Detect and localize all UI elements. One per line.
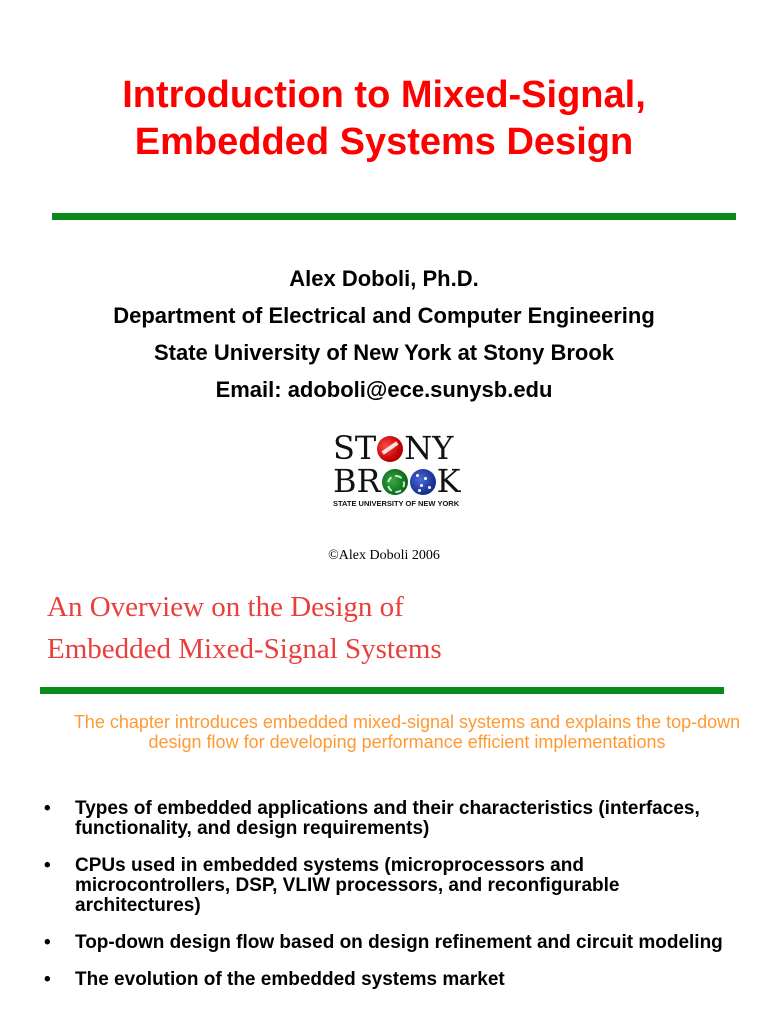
slide2-title [47,586,442,670]
stony-brook-blue-o-icon [410,469,436,495]
author-name: Alex Doboli, Ph.D. [289,266,479,291]
logo-line-brook [333,462,473,500]
stony-brook-green-o-icon [382,469,408,495]
logo-text-st: ST [333,429,377,467]
list-item [44,970,744,990]
list-item-text: CPUs used in embedded systems (microprocessors and microcontrollers, DSP, VLIW processors, and reconfigurable architectures) [75,855,620,916]
chapter-intro: The chapter introduces embedded mixed-signal systems and explains the top-down design flow for developing performance efficient implementations [73,712,741,752]
green-divider-top [52,213,736,220]
list-item [44,933,744,953]
stony-brook-red-o-icon [377,436,403,462]
slide1-title-line2: Embedded Systems Design [134,121,634,163]
logo-text-br: BR [333,462,381,500]
stony-brook-logo [333,429,473,512]
bullet-dot-icon: • [44,798,51,819]
author-email: Email: adoboli@ece.sunysb.edu [215,377,553,402]
list-item [44,856,744,916]
slide1-title [0,72,768,166]
logo-line-stony [333,429,473,467]
logo-subtitle: STATE UNIVERSITY OF NEW YORK [333,499,460,508]
university-name: State University of New York at Stony Brook [153,340,615,365]
author-block [0,260,768,408]
topic-list [44,799,744,1007]
department-name: Department of Electrical and Computer Engineering [113,303,655,328]
list-item-text: Types of embedded applications and their characteristics (interfaces, functionality, and design requirements) [75,798,700,839]
list-item-text: The evolution of the embedded systems market [75,969,505,990]
copyright-notice: ©Alex Doboli 2006 [328,548,440,563]
bullet-dot-icon: • [44,969,51,990]
list-item [44,799,744,839]
list-item-text: Top-down design flow based on design refinement and circuit modeling [75,932,723,953]
bullet-dot-icon: • [44,855,51,876]
logo-text-k: K [436,462,461,500]
logo-text-ny: NY [404,429,454,467]
slide2-title-line1: An Overview on the Design of [47,591,404,623]
green-divider-bottom [40,687,724,694]
slide2-title-line2: Embedded Mixed-Signal Systems [47,633,442,665]
bullet-dot-icon: • [44,932,51,953]
slide1-title-line1: Introduction to Mixed-Signal, [122,74,646,116]
